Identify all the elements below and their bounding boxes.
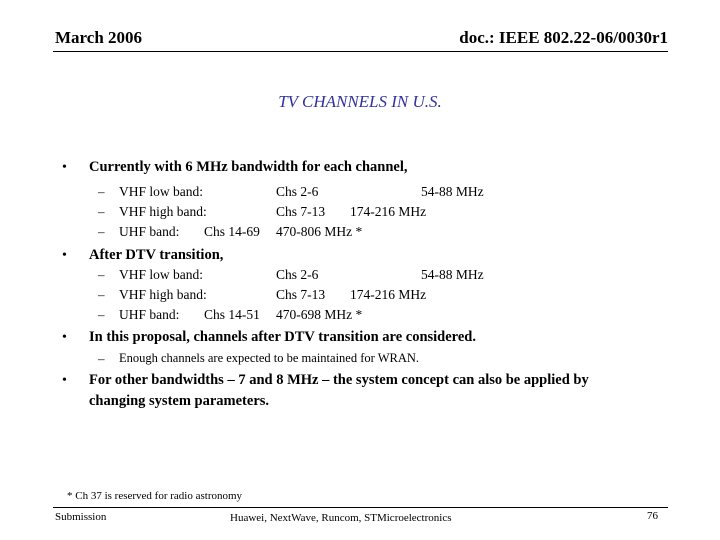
- bullet-2-text: After DTV transition,: [89, 247, 224, 263]
- bullet-3-text: In this proposal, channels after DTV transition are considered.: [89, 329, 476, 345]
- dash-icon: –: [98, 184, 105, 199]
- frequency-range: 470-698 MHz *: [276, 307, 363, 322]
- footer-authors: Huawei, NextWave, Runcom, STMicroelectronics: [230, 512, 452, 524]
- footer-rule: [53, 507, 668, 508]
- bullet-icon: •: [62, 373, 67, 388]
- channel-range: Chs 14-69: [204, 224, 260, 239]
- bullet-4-text-line1: For other bandwidths – 7 and 8 MHz – the system concept can also be applied by: [89, 372, 589, 388]
- band-label: VHF high band:: [119, 204, 207, 219]
- band-label: VHF high band:: [119, 287, 207, 302]
- bullet-icon: •: [62, 248, 67, 263]
- header-date: March 2006: [55, 28, 143, 47]
- bullet-icon: •: [62, 160, 67, 175]
- bullet-1-text: Currently with 6 MHz bandwidth for each channel,: [89, 159, 408, 175]
- dash-icon: –: [98, 267, 105, 282]
- frequency-range: 174-216 MHz: [350, 287, 427, 302]
- bullet-4-text-line2: changing system parameters.: [89, 393, 270, 409]
- frequency-range: 54-88 MHz: [421, 267, 484, 282]
- footnote: * Ch 37 is reserved for radio astronomy: [67, 490, 243, 502]
- header-rule: [53, 51, 668, 52]
- dash-icon: –: [98, 307, 105, 322]
- footer-submission: Submission: [55, 511, 107, 523]
- dash-icon: –: [98, 204, 105, 219]
- dash-icon: –: [98, 287, 105, 302]
- frequency-range: 54-88 MHz: [421, 184, 484, 199]
- channel-range: Chs 2-6: [276, 184, 319, 199]
- frequency-range: 174-216 MHz: [350, 204, 427, 219]
- channel-range: Chs 14-51: [204, 307, 260, 322]
- dash-icon: –: [98, 351, 105, 366]
- channel-range: Chs 7-13: [276, 204, 326, 219]
- bullet-3-subtext: Enough channels are expected to be maintained for WRAN.: [119, 351, 420, 365]
- channel-range: Chs 2-6: [276, 267, 319, 282]
- band-label: UHF band:: [119, 307, 180, 322]
- channel-range: Chs 7-13: [276, 287, 326, 302]
- band-label: VHF low band:: [119, 184, 203, 199]
- band-label: UHF band:: [119, 224, 180, 239]
- dash-icon: –: [98, 224, 105, 239]
- bullet-icon: •: [62, 330, 67, 345]
- header-doc-id: doc.: IEEE 802.22-06/0030r1: [459, 28, 668, 47]
- page-number: 76: [647, 510, 658, 522]
- frequency-range: 470-806 MHz *: [276, 224, 363, 239]
- slide-title: TV CHANNELS IN U.S.: [278, 92, 442, 111]
- band-label: VHF low band:: [119, 267, 203, 282]
